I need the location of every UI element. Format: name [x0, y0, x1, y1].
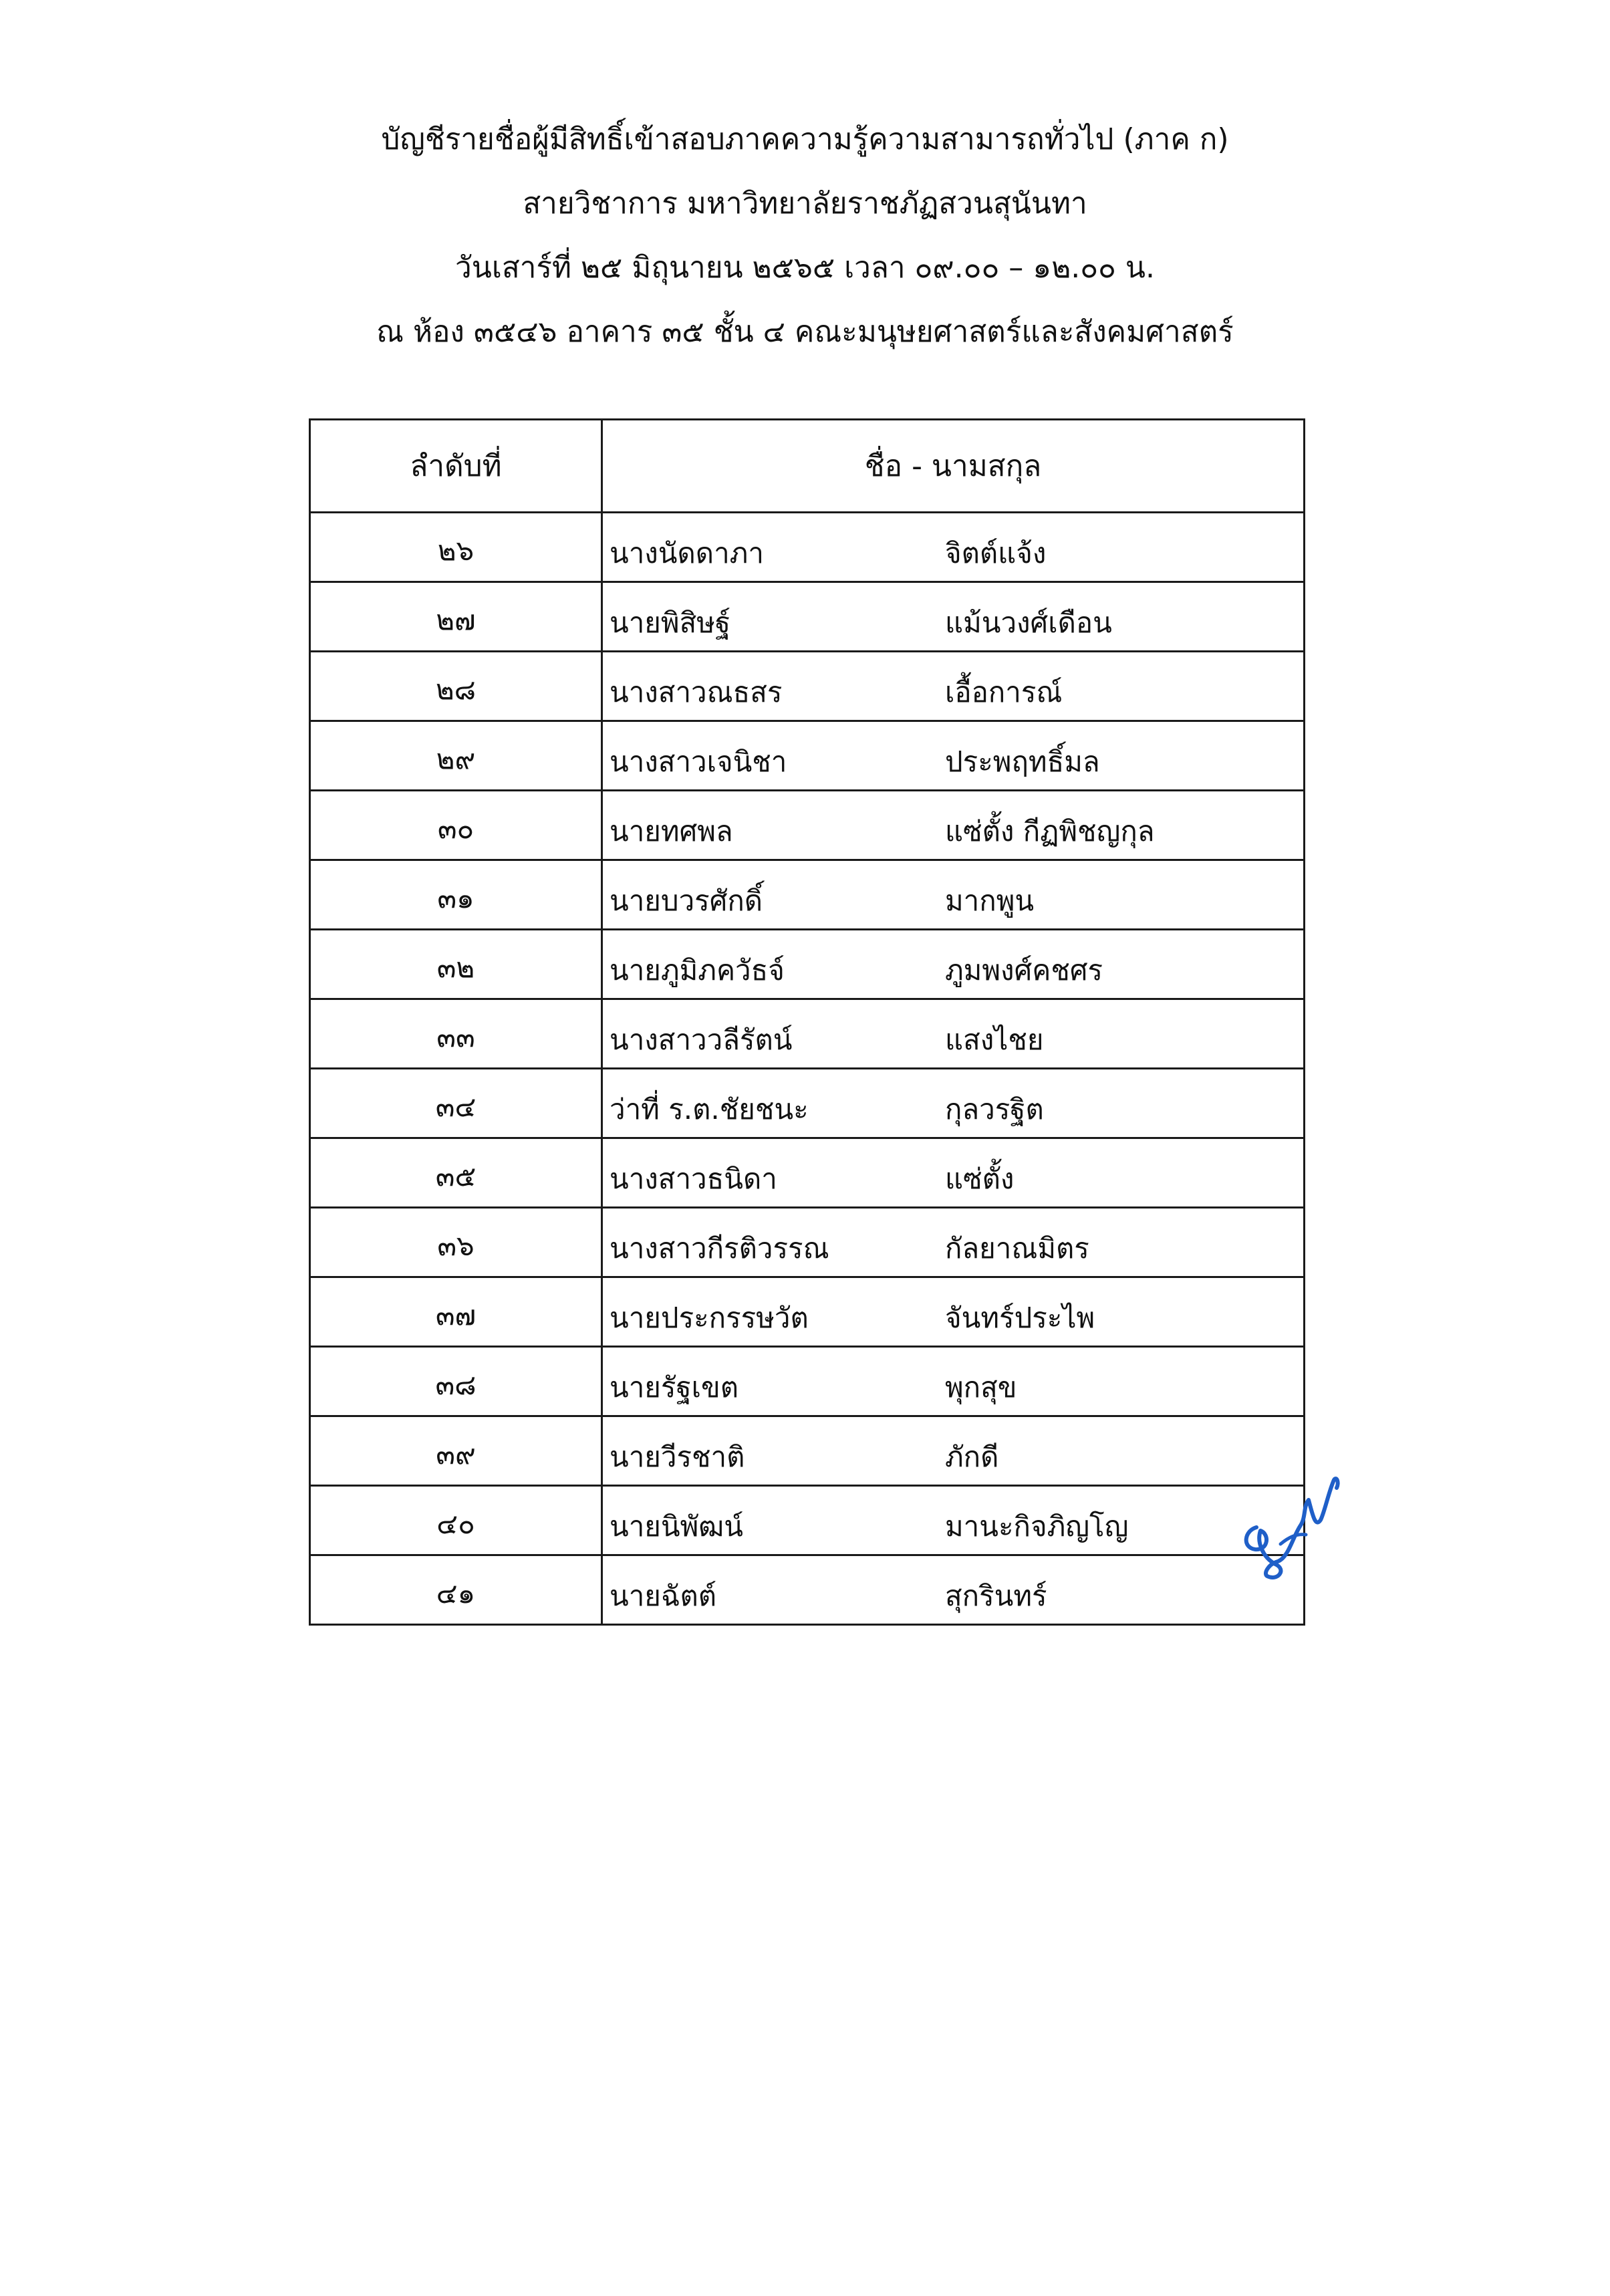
- last-name: ภูมพงศ์คชศร: [945, 954, 1103, 987]
- table-header-row: [310, 420, 1305, 513]
- table-row: [310, 1069, 1305, 1138]
- last-name: ประพฤทธิ์มล: [945, 745, 1100, 778]
- header-date-time: วันเสาร์ที่ ๒๕ มิถุนายน ๒๕๖๕ เวลา ๐๙.๐๐ – ๑๒.๐๐ น.: [455, 251, 1155, 285]
- signature-stroke: [1246, 1479, 1338, 1577]
- first-name: นายพิสิษฐ์: [610, 606, 731, 639]
- row-number: ๒๙: [310, 721, 602, 791]
- row-number: ๓๑: [310, 860, 602, 930]
- table-row: [310, 1138, 1305, 1208]
- last-name: แซ่ตั้ง กีฏพิชญกุล: [945, 815, 1155, 848]
- table-row: [310, 999, 1305, 1069]
- first-name: นางนัดดาภา: [610, 537, 764, 569]
- name-cell: [602, 1347, 1305, 1416]
- name-cell: [602, 1208, 1305, 1277]
- name-cell: [602, 791, 1305, 860]
- name-cell: [602, 513, 1305, 582]
- last-name: ภักดี: [945, 1440, 999, 1473]
- first-name: นางสาวธนิดา: [610, 1162, 777, 1195]
- first-name: นายภูมิภควัธจ์: [610, 954, 785, 987]
- candidate-table: [309, 418, 1305, 1626]
- table-row: [310, 1555, 1305, 1625]
- first-name: นางสาวกีรติวรรณ: [610, 1232, 829, 1265]
- row-number: ๓๔: [310, 1069, 602, 1138]
- first-name: ว่าที่ ร.ต.ชัยชนะ: [610, 1093, 809, 1126]
- column-header-name: ชื่อ - นามสกุล: [602, 420, 1305, 513]
- row-number: ๓๘: [310, 1347, 602, 1416]
- table-row: [310, 1486, 1305, 1555]
- name-cell: [602, 652, 1305, 721]
- document-header: [0, 124, 1610, 380]
- first-name: นายทศพล: [610, 815, 733, 848]
- name-cell: [602, 999, 1305, 1069]
- first-name: นายบวรศักดิ์: [610, 884, 763, 917]
- row-number: ๓๖: [310, 1208, 602, 1277]
- header-title: บัญชีรายชื่อผู้มีสิทธิ์เข้าสอบภาคความรู้ความสามารถทั่วไป (ภาค ก): [381, 122, 1229, 156]
- header-location: ณ ห้อง ๓๕๔๖ อาคาร ๓๕ ชั้น ๔ คณะมนุษยศาสตร์และสังคมศาสตร์: [376, 315, 1234, 349]
- row-number: ๓๗: [310, 1277, 602, 1347]
- table-row: [310, 1416, 1305, 1486]
- row-number: ๒๘: [310, 652, 602, 721]
- first-name: นางสาวณธสร: [610, 676, 783, 709]
- row-number: ๓๓: [310, 999, 602, 1069]
- table-row: [310, 1277, 1305, 1347]
- name-cell: [602, 1416, 1305, 1486]
- table-row: [310, 791, 1305, 860]
- last-name: กัลยาณมิตร: [945, 1232, 1089, 1265]
- row-number: ๓๐: [310, 791, 602, 860]
- row-number: ๓๕: [310, 1138, 602, 1208]
- name-cell: [602, 1138, 1305, 1208]
- row-number: ๒๖: [310, 513, 602, 582]
- first-name: นายฉัตต์: [610, 1579, 717, 1612]
- name-cell: [602, 721, 1305, 791]
- first-name: นายนิพัฒน์: [610, 1510, 743, 1543]
- last-name: เอื้อการณ์: [945, 676, 1063, 709]
- name-cell: [602, 1555, 1305, 1625]
- table-row: [310, 582, 1305, 652]
- first-name: นายประกรรษวัต: [610, 1301, 809, 1334]
- column-header-order: ลำดับที่: [310, 420, 602, 513]
- first-name: นางสาววลีรัตน์: [610, 1023, 793, 1056]
- row-number: ๔๑: [310, 1555, 602, 1625]
- table-row: [310, 652, 1305, 721]
- first-name: นางสาวเจนิชา: [610, 745, 787, 778]
- table-row: [310, 860, 1305, 930]
- row-number: ๒๗: [310, 582, 602, 652]
- table-row: [310, 1208, 1305, 1277]
- table-row: [310, 721, 1305, 791]
- last-name: กุลวรฐิต: [945, 1093, 1044, 1126]
- first-name: นายรัฐเขต: [610, 1371, 739, 1404]
- name-cell: [602, 582, 1305, 652]
- header-department: สายวิชาการ มหาวิทยาลัยราชภัฏสวนสุนันทา: [523, 186, 1087, 221]
- last-name: พุกสุข: [945, 1371, 1017, 1404]
- handwritten-signature: [1236, 1464, 1343, 1584]
- table-row: [310, 1347, 1305, 1416]
- last-name: จิตต์แจ้ง: [945, 537, 1047, 569]
- table-row: [310, 930, 1305, 999]
- last-name: แม้นวงศ์เดือน: [945, 606, 1112, 639]
- row-number: ๓๙: [310, 1416, 602, 1486]
- last-name: มากพูน: [945, 884, 1035, 917]
- last-name: แสงไชย: [945, 1023, 1044, 1056]
- row-number: ๔๐: [310, 1486, 602, 1555]
- name-cell: [602, 860, 1305, 930]
- table-row: [310, 513, 1305, 582]
- last-name: สุกรินทร์: [945, 1579, 1047, 1612]
- last-name: จันทร์ประไพ: [945, 1301, 1095, 1334]
- name-cell: [602, 1069, 1305, 1138]
- row-number: ๓๒: [310, 930, 602, 999]
- last-name: มานะกิจภิญโญ: [945, 1510, 1129, 1543]
- name-cell: [602, 930, 1305, 999]
- name-cell: [602, 1486, 1305, 1555]
- first-name: นายวีรชาติ: [610, 1440, 745, 1473]
- name-cell: [602, 1277, 1305, 1347]
- last-name: แซ่ตั้ง: [945, 1162, 1015, 1195]
